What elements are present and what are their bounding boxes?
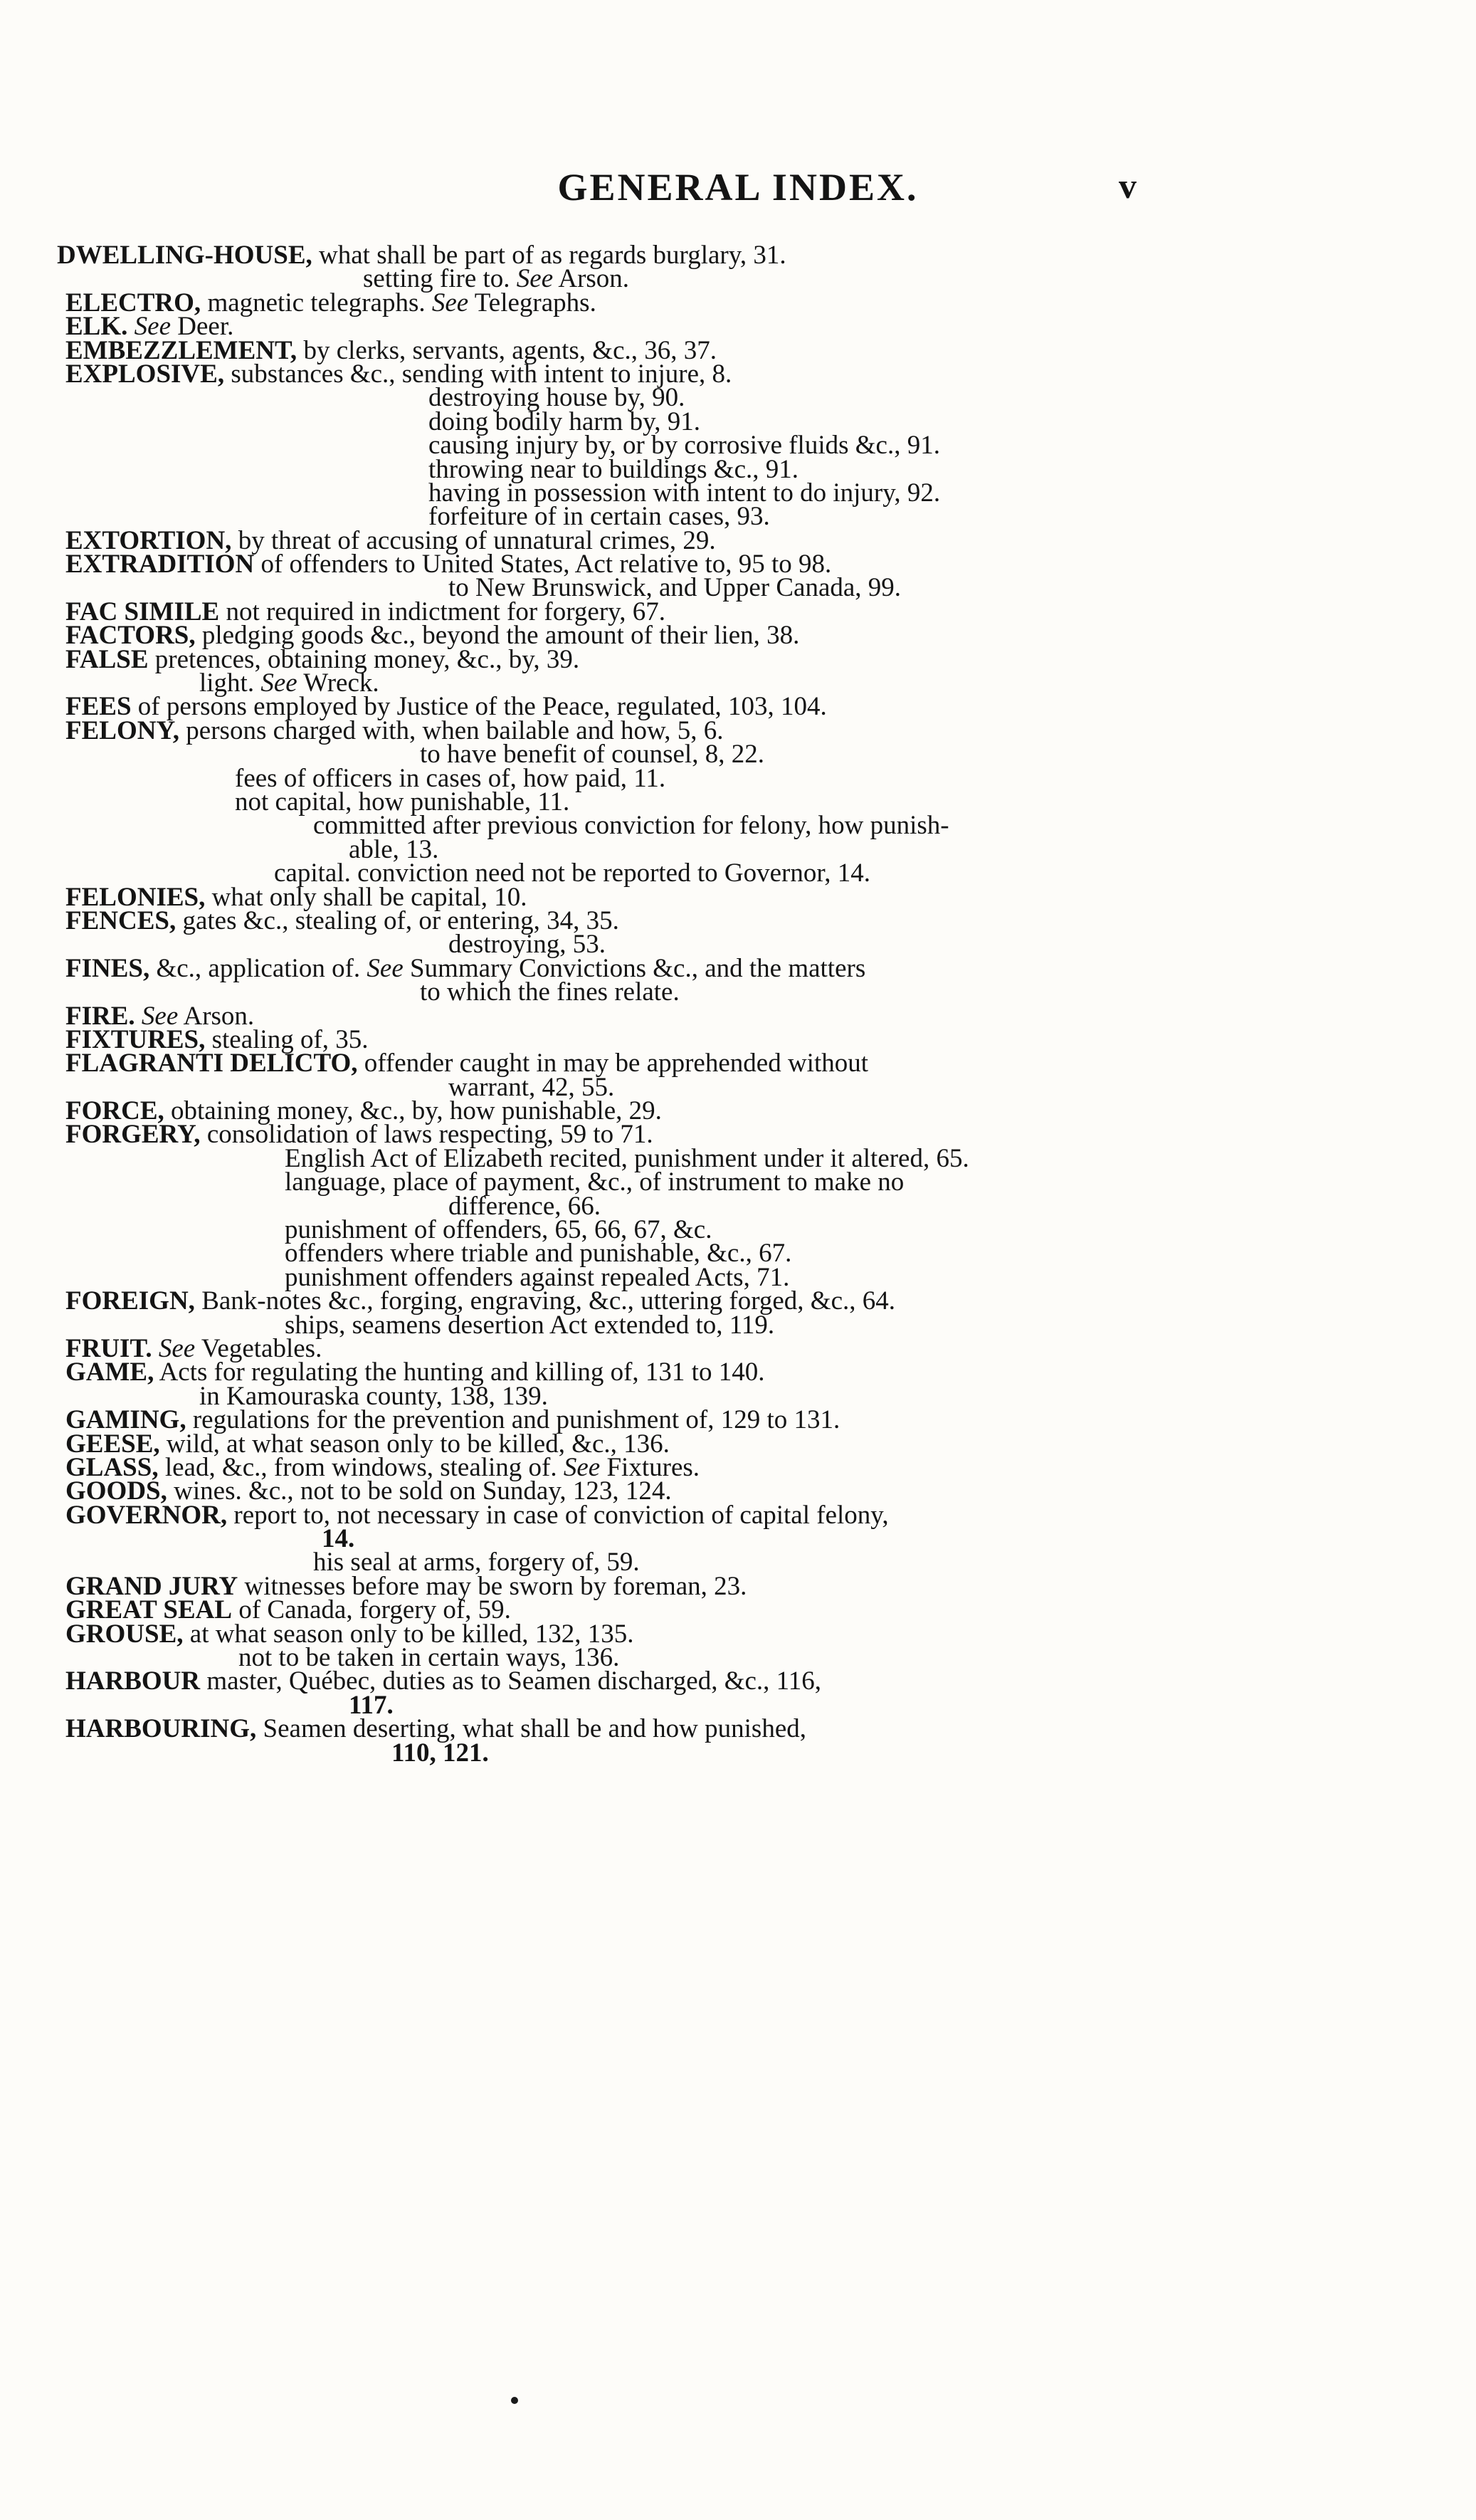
entry-text: causing injury by, or by corrosive fluids &c., 91.: [428, 431, 940, 461]
index-subentry: [57, 930, 1445, 960]
index-subentry: [57, 859, 1445, 888]
index-entry: [57, 312, 1445, 342]
index-subentry: [57, 1215, 1445, 1245]
entry-text: in Kamouraska county, 138, 139.: [199, 1381, 548, 1411]
index-subentry: [57, 977, 1445, 1007]
index-subentry: [57, 1524, 1445, 1554]
index-entry: [57, 1286, 1445, 1316]
entry-heading: FORGERY,: [65, 1120, 201, 1150]
entry-text: Acts for regulating the hunting and killing of, 131 to 140.: [154, 1358, 765, 1387]
entry-heading: FINES,: [65, 953, 150, 983]
entry-text: Seamen deserting, what shall be and how punished,: [256, 1714, 806, 1744]
index-list: [57, 241, 1445, 1768]
entry-text: capital. conviction need not be reported to Governor, 14.: [274, 859, 870, 888]
entry-heading: EXTORTION,: [65, 525, 232, 555]
entry-heading: FEES: [65, 692, 132, 722]
index-subentry: [57, 1381, 1445, 1411]
index-subentry: [57, 1738, 1445, 1768]
index-entry: [57, 1619, 1445, 1649]
entry-text: difference, 66.: [448, 1191, 601, 1221]
index-subentry: [57, 1548, 1445, 1577]
see-reference: See: [141, 1001, 179, 1031]
entry-heading: FIXTURES,: [65, 1024, 206, 1054]
entry-heading: FALSE: [65, 644, 149, 674]
index-subentry: [57, 1239, 1445, 1269]
entry-text: not capital, how punishable, 11.: [235, 787, 570, 817]
see-reference: See: [158, 1333, 196, 1363]
index-subentry: [57, 1191, 1445, 1221]
entry-heading: ELK.: [65, 312, 128, 342]
index-subentry: [57, 1262, 1445, 1292]
page-number: v: [1119, 166, 1137, 206]
entry-heading: FLAGRANTI DELICTO,: [65, 1049, 358, 1078]
index-entry: [57, 715, 1445, 745]
entry-heading: FENCES,: [65, 905, 176, 935]
index-entry: [57, 1358, 1445, 1387]
entry-text: doing bodily harm by, 91.: [428, 406, 700, 436]
entry-text: regulations for the prevention and punishment of, 129 to 131.: [186, 1405, 840, 1435]
index-subentry: [57, 1072, 1445, 1102]
index-entry: [57, 1595, 1445, 1625]
entry-heading: GREAT SEAL: [65, 1595, 233, 1625]
index-entry: [57, 1024, 1445, 1054]
entry-text: ships, seamens desertion Act extended to, 119.: [285, 1310, 775, 1340]
entry-text: Summary Convictions &c., and the matters: [403, 953, 866, 983]
entry-heading: GROUSE,: [65, 1619, 184, 1649]
entry-text: destroying, 53.: [448, 930, 606, 960]
entry-text: 14.: [322, 1524, 355, 1554]
entry-heading: EXPLOSIVE,: [65, 359, 225, 389]
entry-text: of offenders to United States, Act relative to, 95 to 98.: [254, 550, 832, 579]
entry-heading: FELONIES,: [65, 882, 206, 912]
index-entry: [57, 1333, 1445, 1363]
entry-text: lead, &c., from windows, stealing of.: [158, 1452, 564, 1482]
entry-text: to New Brunswick, and Upper Canada, 99.: [448, 573, 902, 603]
entry-heading: FRUIT.: [65, 1333, 152, 1363]
entry-text: stealing of, 35.: [205, 1024, 369, 1054]
see-reference: See: [367, 953, 404, 983]
entry-heading: FACTORS,: [65, 621, 196, 651]
index-subentry: [57, 406, 1445, 436]
index-entry: [57, 1571, 1445, 1601]
index-entry: [57, 692, 1445, 722]
entry-heading: GLASS,: [65, 1452, 159, 1482]
index-entry: [57, 359, 1445, 389]
entry-text: at what season only to be killed, 132, 135.: [183, 1619, 634, 1649]
index-subentry: [57, 1167, 1445, 1197]
entry-text: language, place of payment, &c., of instrument to make no: [285, 1167, 905, 1197]
entry-text: offenders where triable and punishable, &c., 67.: [285, 1239, 792, 1269]
entry-text: wines. &c., not to be sold on Sunday, 123, 124.: [167, 1476, 672, 1506]
index-subentry: [57, 264, 1445, 294]
entry-heading: HARBOUR: [65, 1666, 201, 1696]
entry-text: warrant, 42, 55.: [448, 1072, 615, 1102]
entry-text: Fixtures.: [600, 1452, 700, 1482]
index-subentry: [57, 740, 1445, 770]
entry-heading: ELECTRO,: [65, 288, 201, 317]
entry-text: light.: [199, 668, 261, 698]
entry-text: Deer.: [171, 312, 234, 342]
entry-heading: EMBEZZLEMENT,: [65, 335, 297, 365]
index-subentry: [57, 1310, 1445, 1340]
entry-text: obtaining money, &c., by, how punishable, 29.: [164, 1096, 662, 1126]
entry-heading: FIRE.: [65, 1001, 135, 1031]
entry-text: by threat of accusing of unnatural crimes, 29.: [231, 525, 716, 555]
index-subentry: [57, 787, 1445, 817]
page-title: GENERAL INDEX.: [557, 166, 919, 209]
see-reference: See: [516, 264, 554, 294]
index-subentry: [57, 1690, 1445, 1720]
entry-heading: GAME,: [65, 1358, 154, 1387]
entry-text: persons charged with, when bailable and how, 5, 6.: [179, 715, 724, 745]
index-entry: [57, 550, 1445, 579]
index-entry: [57, 1096, 1445, 1126]
index-entry: [57, 644, 1445, 674]
entry-heading: FAC SIMILE: [65, 597, 220, 626]
entry-text: what only shall be capital, 10.: [205, 882, 527, 912]
index-entry: [57, 1476, 1445, 1506]
entry-text: of persons employed by Justice of the Peace, regulated, 103, 104.: [131, 692, 827, 722]
entry-text: Telegraphs.: [468, 288, 596, 317]
index-subentry: [57, 502, 1445, 532]
entry-text: to have benefit of counsel, 8, 22.: [420, 740, 764, 770]
entry-text: destroying house by, 90.: [428, 383, 685, 413]
entry-text: what shall be part of as regards burglary, 31.: [312, 241, 786, 270]
entry-text: punishment of offenders, 65, 66, 67, &c.: [285, 1215, 712, 1245]
entry-heading: HARBOURING,: [65, 1714, 257, 1744]
index-subentry: [57, 834, 1445, 864]
entry-heading: GOODS,: [65, 1476, 167, 1506]
index-entry: [57, 525, 1445, 555]
entry-heading: FOREIGN,: [65, 1286, 195, 1316]
see-reference: See: [431, 288, 469, 317]
entry-text: by clerks, servants, agents, &c., 36, 37.: [297, 335, 717, 365]
entry-text: gates &c., stealing of, or entering, 34, 35.: [176, 905, 619, 935]
entry-text: forfeiture of in certain cases, 93.: [428, 502, 770, 532]
entry-text: his seal at arms, forgery of, 59.: [313, 1548, 640, 1577]
index-subentry: [57, 573, 1445, 603]
entry-text: 117.: [349, 1690, 394, 1720]
entry-text: substances &c., sending with intent to injure, 8.: [224, 359, 732, 389]
see-reference: See: [260, 668, 297, 698]
entry-text: to which the fines relate.: [420, 977, 680, 1007]
entry-text: not to be taken in certain ways, 136.: [238, 1643, 620, 1673]
entry-text: able, 13.: [349, 834, 439, 864]
index-subentry: [57, 763, 1445, 793]
index-entry: [57, 335, 1445, 365]
index-entry: [57, 1500, 1445, 1530]
entry-text: punishment offenders against repealed Acts, 71.: [285, 1262, 790, 1292]
see-reference: See: [134, 312, 171, 342]
entry-text: magnetic telegraphs.: [201, 288, 432, 317]
entry-text: Arson.: [178, 1001, 255, 1031]
entry-text: pledging goods &c., beyond the amount of their lien, 38.: [195, 621, 800, 651]
index-entry: [57, 1405, 1445, 1435]
entry-text: offender caught in may be apprehended without: [357, 1049, 869, 1078]
index-entry: [57, 953, 1445, 983]
entry-heading: FORCE,: [65, 1096, 164, 1126]
entry-heading: FELONY,: [65, 715, 180, 745]
print-speck: [511, 2397, 518, 2404]
index-entry: [57, 621, 1445, 651]
index-subentry: [57, 811, 1445, 841]
entry-text: pretences, obtaining money, &c., by, 39.: [148, 644, 580, 674]
index-entry: [57, 1120, 1445, 1150]
entry-text: witnesses before may be sworn by foreman, 23.: [238, 1571, 747, 1601]
entry-text: throwing near to buildings &c., 91.: [428, 454, 798, 484]
entry-text: English Act of Elizabeth recited, punishment under it altered, 65.: [285, 1143, 969, 1173]
index-entry: [57, 1001, 1445, 1031]
entry-text: committed after previous conviction for felony, how punish-: [313, 811, 949, 841]
index-subentry: [57, 454, 1445, 484]
entry-heading: EXTRADITION: [65, 550, 255, 579]
entry-heading: DWELLING-HOUSE,: [57, 241, 312, 270]
index-entry: [57, 597, 1445, 626]
index-subentry: [57, 668, 1445, 698]
index-subentry: [57, 1643, 1445, 1673]
index-subentry: [57, 383, 1445, 413]
entry-text: consolidation of laws respecting, 59 to 71.: [200, 1120, 653, 1150]
index-entry: [57, 241, 1445, 270]
index-entry: [57, 1714, 1445, 1744]
index-entry: [57, 1666, 1445, 1696]
entry-text: of Canada, forgery of, 59.: [232, 1595, 511, 1625]
entry-text: setting fire to.: [363, 264, 517, 294]
index-subentry: [57, 1143, 1445, 1173]
entry-text: Vegetables.: [195, 1333, 322, 1363]
index-entry: [57, 882, 1445, 912]
page-header: [0, 165, 1476, 222]
entry-text: having in possession with intent to do injury, 92.: [428, 478, 941, 508]
index-entry: [57, 1049, 1445, 1078]
index-entry: [57, 905, 1445, 935]
entry-text: fees of officers in cases of, how paid, 11.: [235, 763, 666, 793]
entry-text: &c., application of.: [149, 953, 367, 983]
index-subentry: [57, 478, 1445, 508]
entry-text: master, Québec, duties as to Seamen discharged, &c., 116,: [200, 1666, 822, 1696]
entry-heading: GOVERNOR,: [65, 1500, 228, 1530]
entry-heading: GRAND JURY: [65, 1571, 238, 1601]
index-entry: [57, 1429, 1445, 1459]
entry-heading: GEESE,: [65, 1429, 160, 1459]
entry-text: 110, 121.: [391, 1738, 489, 1768]
index-entry: [57, 1452, 1445, 1482]
entry-text: report to, not necessary in case of conviction of capital felony,: [227, 1500, 889, 1530]
see-reference: See: [563, 1452, 601, 1482]
index-entry: [57, 288, 1445, 317]
entry-text: Bank-notes &c., forging, engraving, &c., uttering forged, &c., 64.: [194, 1286, 895, 1316]
entry-text: not required in indictment for forgery, 67.: [219, 597, 665, 626]
entry-text: wild, at what season only to be killed, &c., 136.: [159, 1429, 670, 1459]
entry-text: Wreck.: [297, 668, 379, 698]
entry-heading: GAMING,: [65, 1405, 186, 1435]
index-subentry: [57, 431, 1445, 461]
entry-text: Arson.: [553, 264, 630, 294]
